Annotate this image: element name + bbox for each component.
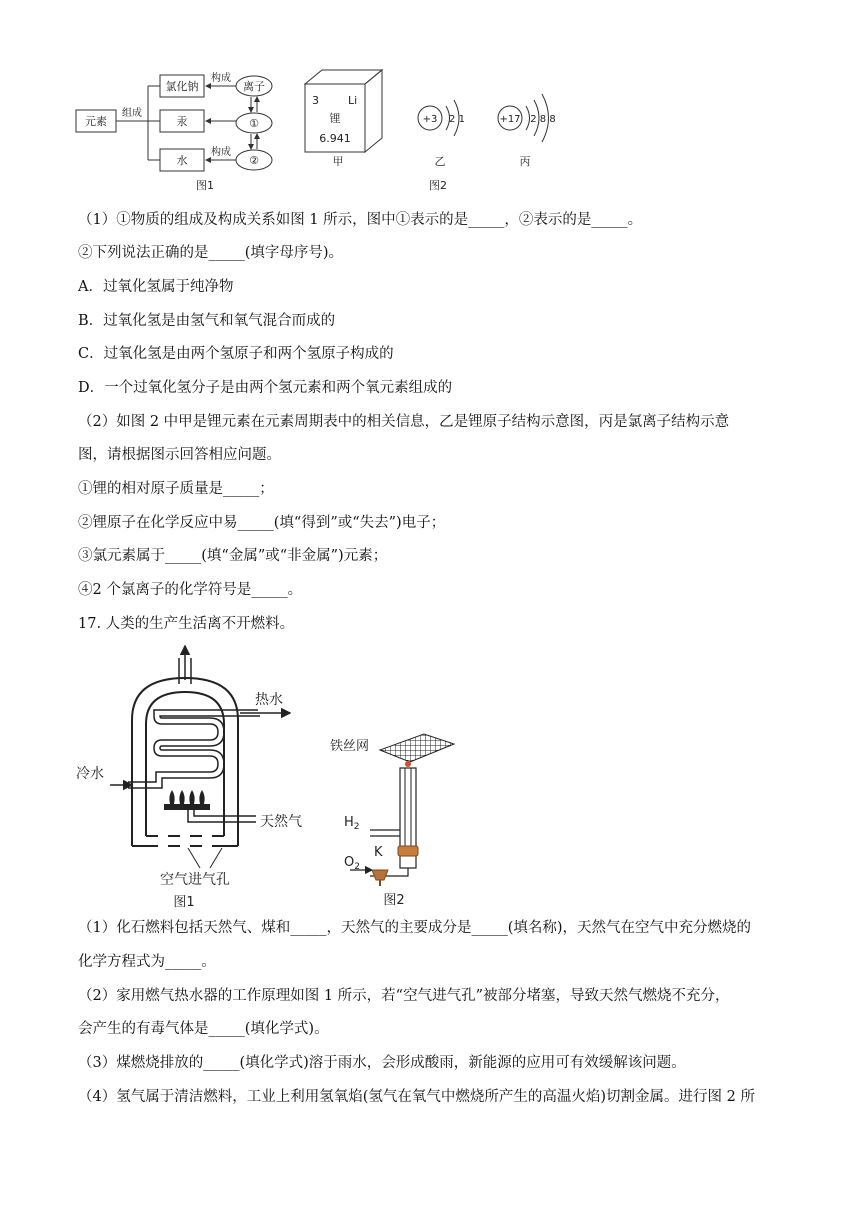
q2-sub3: ③氯元素属于_____(填“金属”或“非金属”)元素； <box>78 548 388 564</box>
q2-intro: （2）如图 2 中甲是锂元素在元素周期表中的相关信息，乙是锂原子结构示意图，丙是氯离子结构示意 <box>78 414 730 430</box>
flames <box>169 790 204 804</box>
valve-label: K <box>374 845 383 860</box>
cl-nucleus-charge: +17 <box>499 114 521 125</box>
compose-label: 组成 <box>122 108 142 119</box>
burner <box>164 804 210 810</box>
constitute-label-a: 构成 <box>211 73 231 84</box>
option-a: A．过氧化氢属于纯净物 <box>78 279 234 295</box>
li-nucleus-charge: +3 <box>422 114 438 125</box>
q17-part4: （4）氢气属于清洁燃料，工业上利用氢氧焰(氢气在氧气中燃烧所产生的高温火焰)切割金属。进行图 2 所 <box>78 1089 755 1105</box>
figure-1-matter-composition <box>70 62 290 194</box>
heater-outer-shell <box>132 678 238 846</box>
label-bing: 丙 <box>519 155 531 168</box>
joint-ring <box>398 846 418 856</box>
heater-caption: 图1 <box>173 895 195 910</box>
label-jia: 甲 <box>332 155 344 168</box>
q2-sub1: ①锂的相对原子质量是_____； <box>78 481 274 497</box>
valve-k <box>372 870 388 880</box>
cl-electrons: 2 8 8 <box>530 114 556 125</box>
q17-part3: （3）煤燃烧排放的_____(填化学式)溶于雨水，会形成酸雨，新能源的应用可有效缓解该问题。 <box>78 1055 686 1071</box>
q2-intro-cont: 图，请根据图示回答相应问题。 <box>78 447 281 463</box>
option-c: C．过氧化氢是由两个氢原子和两个氢原子构成的 <box>78 346 394 362</box>
li-mass: 6.941 <box>319 132 351 145</box>
iron-mesh-label: 铁丝网 <box>330 739 370 754</box>
option-d: D．一个过氧化氢分子是由两个氢元素和两个氧元素组成的 <box>78 380 453 396</box>
air-inlet-label: 空气进气孔 <box>160 872 230 888</box>
nacl-label: 氯化钠 <box>165 80 199 93</box>
figure-2-atomic-structure <box>300 62 570 194</box>
li-name: 锂 <box>329 112 341 125</box>
q17-part1: （1）化石燃料包括天然气、煤和_____，天然气的主要成分是_____(填名称)，天然气在空气中充分燃烧的 <box>78 920 752 936</box>
q2-sub4: ④2 个氯离子的化学符号是_____。 <box>78 582 303 598</box>
element-label: 元素 <box>85 115 107 128</box>
figure-1-caption: 图1 <box>196 179 214 192</box>
circle1-label: ① <box>249 117 259 130</box>
h2-label: $H_2$ <box>344 815 360 832</box>
mercury-label: 汞 <box>176 115 188 128</box>
figure-hydrogen-torch <box>330 720 490 912</box>
flame-spot <box>405 761 411 767</box>
q1-part2: ②下列说法正确的是_____(填字母序号)。 <box>78 245 344 261</box>
circle2-label: ② <box>249 154 259 167</box>
natural-gas-label: 天然气 <box>260 814 302 830</box>
heater-inner-shell <box>146 692 224 836</box>
iron-mesh <box>380 734 454 762</box>
ion-label: 离子 <box>243 80 265 93</box>
li-electrons: 2 1 <box>449 114 465 125</box>
figure-water-heater <box>70 640 320 912</box>
water-label: 水 <box>176 154 188 167</box>
label-yi: 乙 <box>434 155 446 168</box>
torch-caption: 图2 <box>383 893 405 908</box>
cold-water-label: 冷水 <box>76 766 104 782</box>
li-atomic-number: 3 <box>312 94 319 107</box>
q1-part1: （1）①物质的组成及构成关系如图 1 所示，图中①表示的是_____，②表示的是_____。 <box>78 212 643 228</box>
q17-part2: （2）家用燃气热水器的工作原理如图 1 所示，若“空气进气孔”被部分堵塞，导致天然气燃烧不充分， <box>78 988 730 1004</box>
cube-top <box>305 70 382 84</box>
o2-label: $O_2$ <box>344 855 360 872</box>
hot-water-label: 热水 <box>255 692 283 708</box>
q17-heading: 17. 人类的生产生活离不开燃料。 <box>78 616 295 632</box>
cube-side <box>365 70 382 152</box>
li-symbol: Li <box>348 94 358 107</box>
constitute-label-b: 构成 <box>211 147 231 158</box>
q17-part1-cont: 化学方程式为_____。 <box>78 954 216 970</box>
option-b: B．过氧化氢是由氢气和氧气混合而成的 <box>78 313 336 329</box>
figure-2-caption: 图2 <box>429 179 447 192</box>
q2-sub2: ②锂原子在化学反应中易_____(填“得到”或“失去”)电子； <box>78 515 446 531</box>
q17-part2-cont: 会产生的有毒气体是_____(填化学式)。 <box>78 1021 329 1037</box>
